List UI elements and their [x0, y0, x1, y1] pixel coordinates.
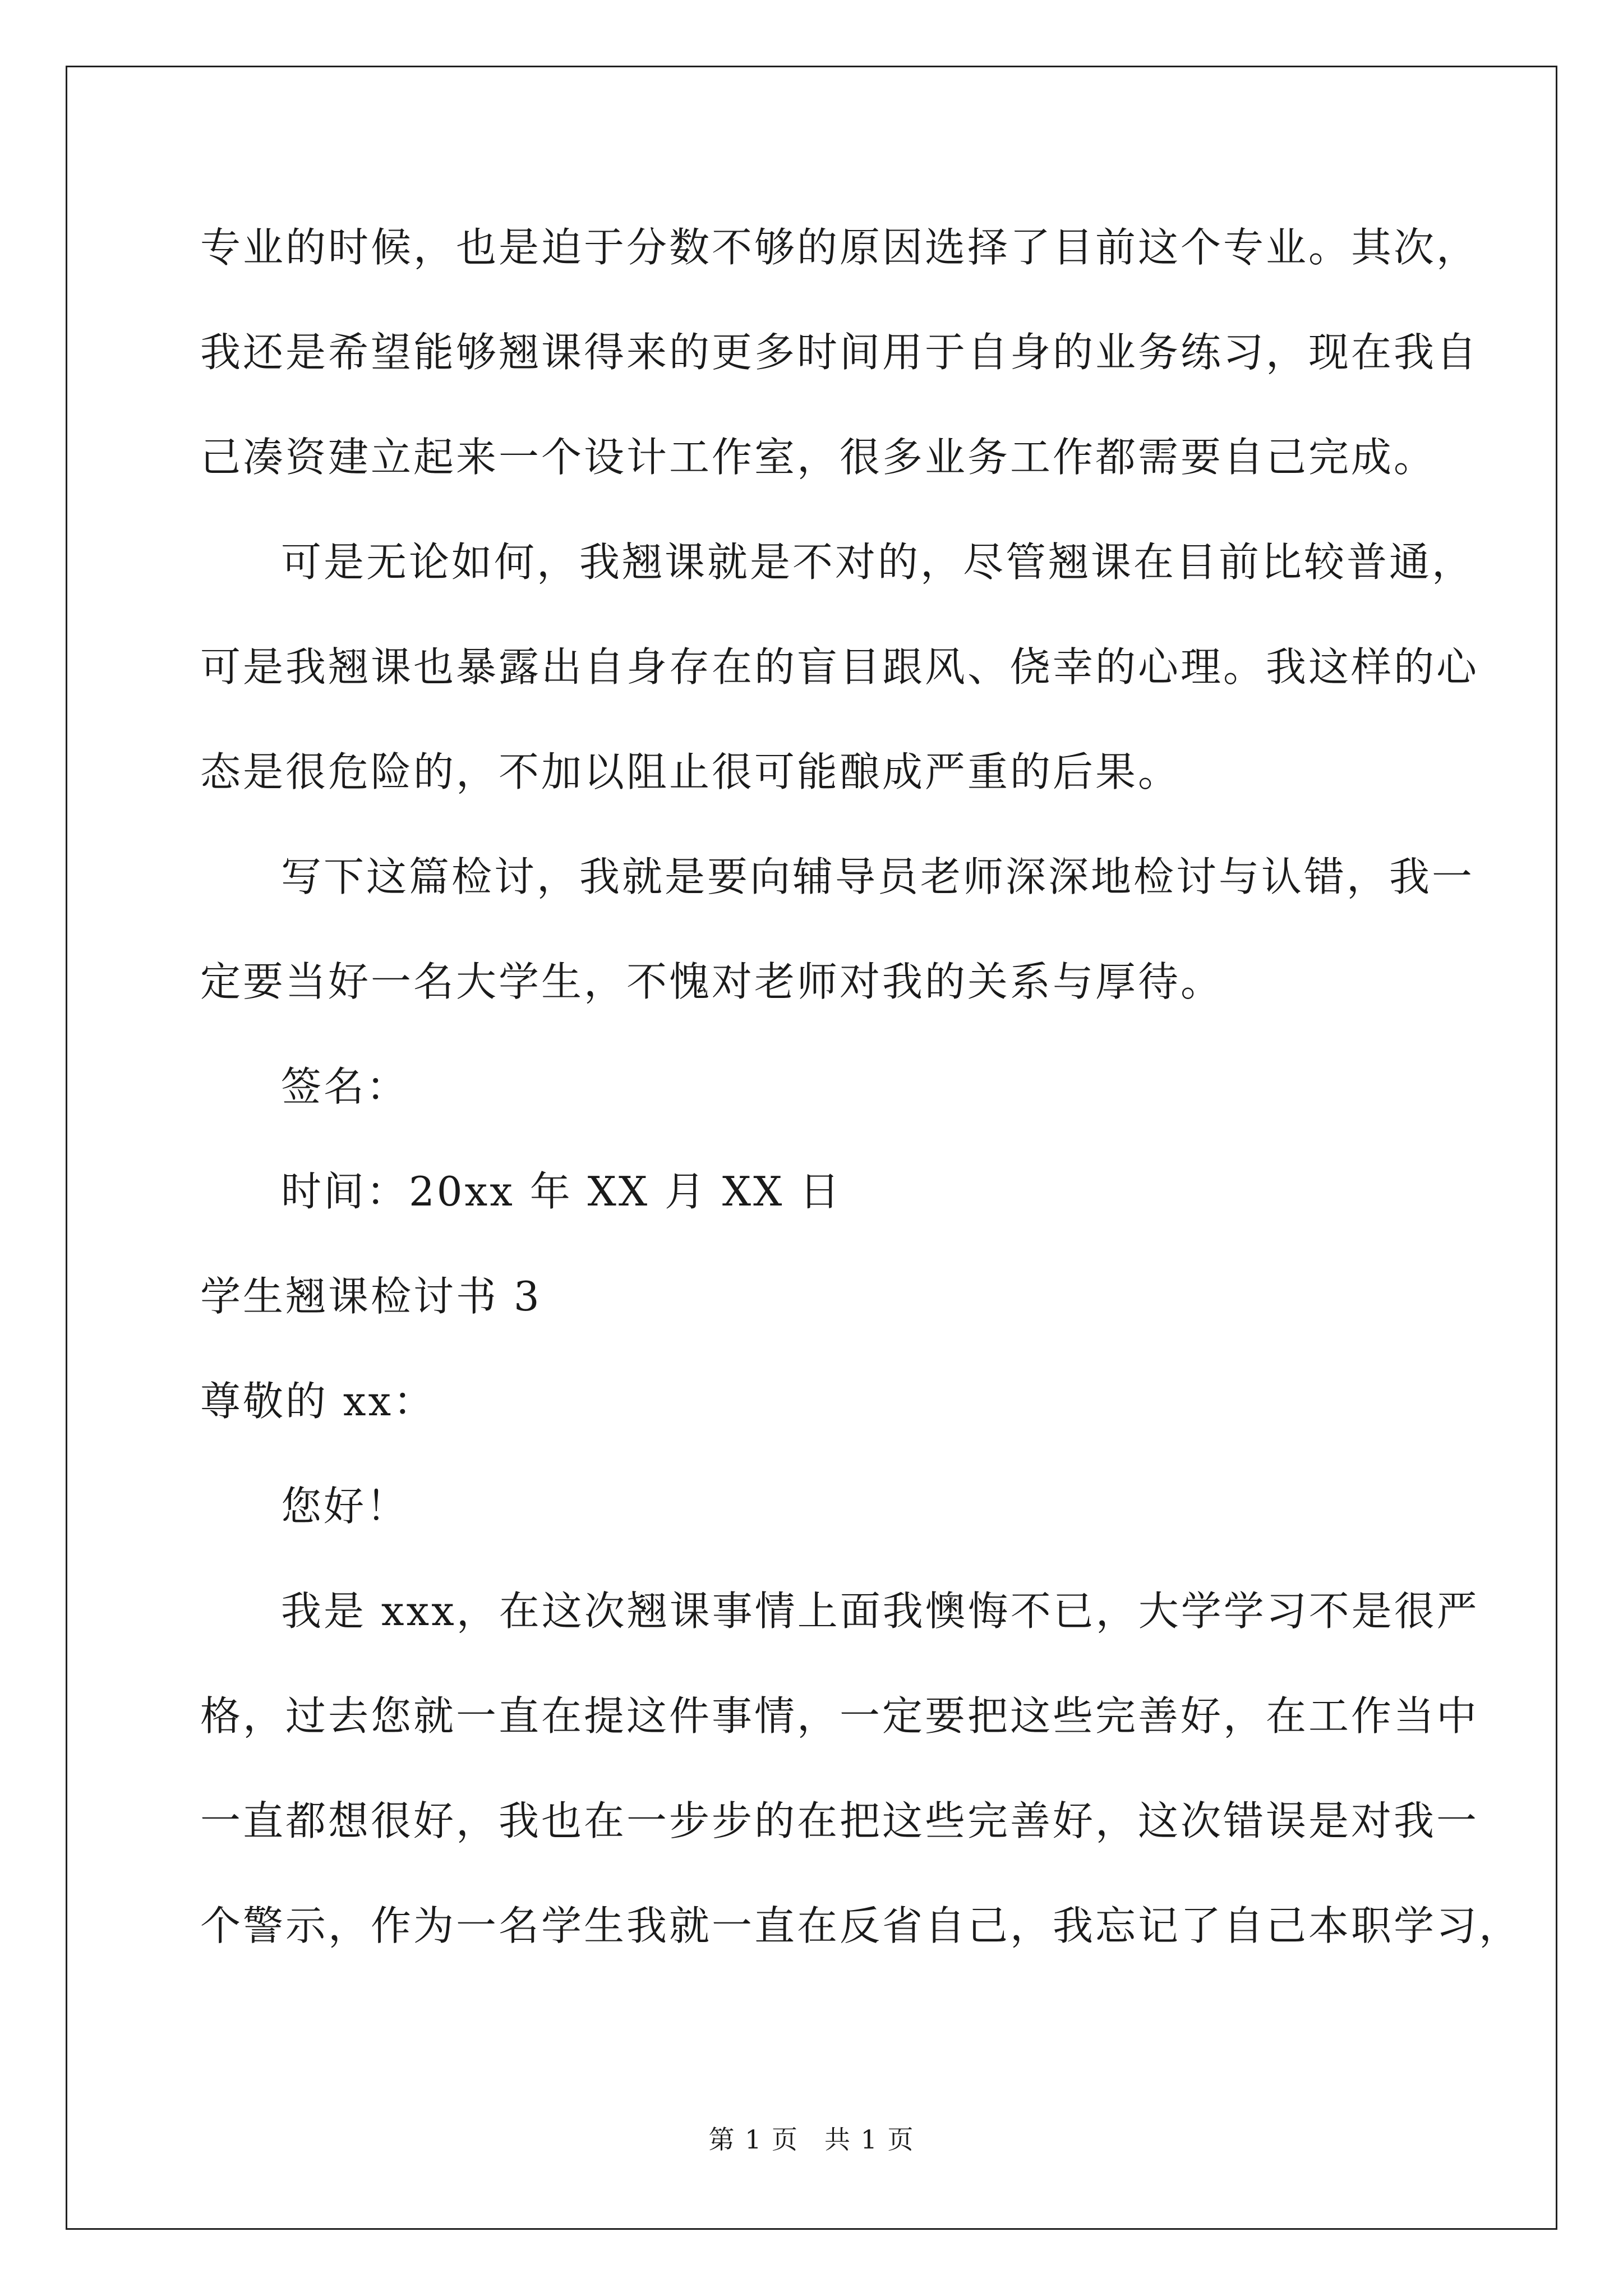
document-body	[200, 195, 1522, 1978]
paragraph-line: 写下这篇检讨，我就是要向辅导员老师深深地检讨与认错，我一	[281, 853, 1475, 900]
paragraph-line: 态是很危险的，不加以阻止很可能酿成严重的后果。	[200, 748, 1181, 795]
paragraph-line: 己凑资建立起来一个设计工作室，很多业务工作都需要自己完成。	[200, 434, 1437, 481]
paragraph-line: 我是 xxx，在这次翘课事情上面我懊悔不已，大学学习不是很严	[281, 1588, 1479, 1635]
signature-label: 签名：	[281, 1063, 409, 1110]
section-title: 学生翘课检讨书 3	[200, 1273, 542, 1320]
paragraph-line: 一直都想很好，我也在一步步的在把这些完善好，这次错误是对我一	[200, 1797, 1479, 1844]
page-number: 第 1 页	[708, 2124, 799, 2155]
paragraph-line: 个警示，作为一名学生我就一直在反省自己，我忘记了自己本职学习，	[200, 1902, 1522, 1949]
salutation: 尊敬的 xx：	[200, 1378, 436, 1425]
paragraph-line: 格，过去您就一直在提这件事情，一定要把这些完善好，在工作当中	[200, 1692, 1479, 1740]
page-total: 共 1 页	[824, 2124, 915, 2155]
page-footer	[0, 2123, 1623, 2156]
date-line: 时间：20xx 年 XX 月 XX 日	[281, 1168, 842, 1215]
paragraph-line: 我还是希望能够翘课得来的更多时间用于自身的业务练习，现在我自	[200, 329, 1479, 376]
paragraph-line: 专业的时候，也是迫于分数不够的原因选择了目前这个专业。其次，	[200, 224, 1479, 271]
paragraph-line: 定要当好一名大学生，不愧对老师对我的关系与厚待。	[200, 958, 1224, 1005]
paragraph-line: 可是我翘课也暴露出自身存在的盲目跟风、侥幸的心理。我这样的心	[200, 643, 1479, 691]
paragraph-line: 可是无论如何，我翘课就是不对的，尽管翘课在目前比较普通，	[281, 539, 1475, 586]
greeting: 您好！	[281, 1483, 409, 1530]
